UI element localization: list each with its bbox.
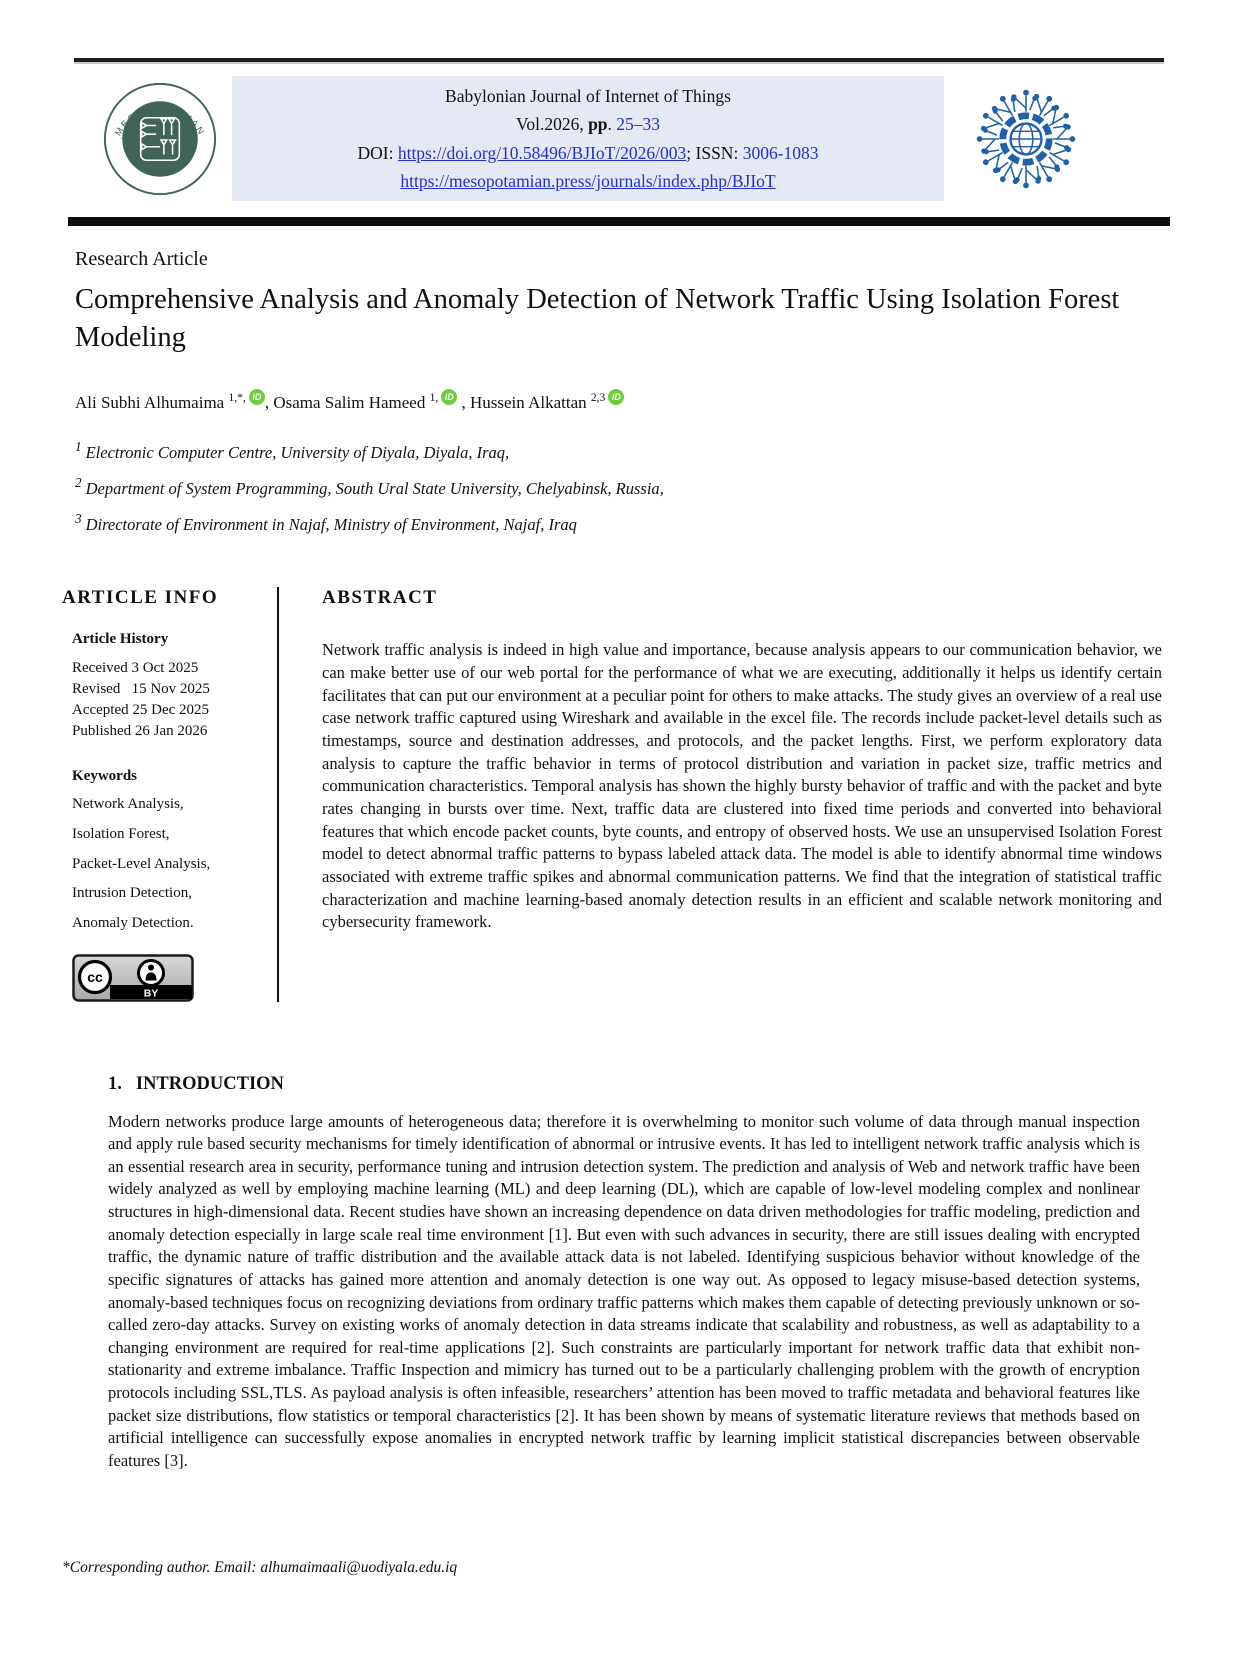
author-affil-sup: 1,: [429, 391, 439, 405]
cc-icon: cc: [87, 968, 103, 985]
orcid-icon[interactable]: iD: [608, 389, 624, 405]
header-divider-bar: [68, 217, 1170, 226]
journal-name: Babylonian Journal of Internet of Things: [445, 86, 731, 106]
history-accepted: Accepted 25 Dec 2025: [72, 702, 210, 719]
author-separator: ,: [457, 393, 470, 413]
author-affil-sup: 1,*,: [228, 391, 246, 405]
affiliations: [75, 439, 1170, 535]
history-published: Published 26 Jan 2026: [72, 723, 208, 740]
article-history: [72, 658, 267, 742]
affiliation-text: Department of System Programming, South Ural State University, Chelyabinsk, Russia,: [85, 479, 664, 499]
journal-header: [102, 76, 1170, 201]
doi-link[interactable]: https://doi.org/10.58496/BJIoT/2026/003: [397, 142, 687, 163]
article-info-heading: ARTICLE INFO: [62, 587, 219, 609]
page-range: 25–33: [616, 114, 661, 135]
author-separator: ,: [264, 393, 274, 413]
circuit-globe-logo: [968, 81, 1084, 197]
pp-dot: .: [607, 114, 617, 135]
article-type-label: Research Article: [75, 248, 208, 271]
corresponding-author-footnote: *Corresponding author. Email: alhumaimaali@uodiyala.edu.iq: [62, 1559, 458, 1576]
history-received: Received 3 Oct 2025: [72, 660, 199, 677]
info-abstract-block: [62, 587, 1170, 1001]
keywords-heading: Keywords: [72, 768, 137, 785]
keyword: Network Analysis,: [72, 796, 184, 813]
press-logo-bottom-text: ACADEMIC PRESS: [119, 133, 201, 167]
author-2: [273, 393, 470, 412]
abstract-column: [322, 587, 1170, 1001]
introduction-section: [108, 1074, 1140, 1473]
author-name: Hussein Alkattan: [470, 393, 591, 413]
paper-title: Comprehensive Analysis and Anomaly Detection of Network Traffic Using Isolation Forest Modeling: [75, 284, 1120, 354]
volume-line: [242, 110, 934, 138]
issn-number: 3006-1083: [742, 142, 819, 163]
introduction-heading: [108, 1074, 1140, 1095]
section-title: INTRODUCTION: [135, 1073, 284, 1094]
article-info-column: [62, 587, 267, 1001]
section-number: 1.: [108, 1073, 122, 1094]
affiliation-sup: 3: [75, 511, 82, 527]
keyword: Packet-Level Analysis,: [72, 855, 211, 872]
author-name: Osama Salim Hameed: [273, 393, 430, 413]
orcid-icon[interactable]: iD: [441, 389, 457, 405]
journal-header-box: [232, 76, 944, 201]
doi-label: DOI:: [357, 142, 398, 163]
keywords-list: [62, 794, 267, 933]
person-icon: [148, 964, 154, 970]
keyword: Intrusion Detection,: [72, 885, 192, 902]
affiliation-1: [75, 439, 1170, 463]
mesopotamian-press-logo: [102, 81, 218, 197]
author-affil-sup: 2,3: [590, 391, 606, 405]
affiliation-text: Electronic Computer Centre, University of Diyala, Diyala, Iraq,: [85, 443, 510, 463]
press-logo-top-text: MESOPOTAMIAN: [112, 102, 208, 138]
doi-line: [242, 139, 934, 167]
top-horizontal-rule: [74, 58, 1164, 62]
cc-by-license-badge[interactable]: [72, 954, 194, 1002]
article-history-heading: Article History: [72, 631, 169, 648]
history-revised: Revised 15 Nov 2025: [72, 681, 210, 698]
abstract-text: Network traffic analysis is indeed in high value and importance, because analysis appears to our communication behavior, we can make better use of our web portal for the performance of what we are executing, additionally it helps us identify certain facilitates that can put our environment at a peculiar point for others to make attacks. The study gives an overview of a real use case network traffic captured using Wireshark and available in the excel file. The records include packet-level details such as timestamps, source and destination addresses, and protocols, and the packet lengths. First, we perform exploratory data analysis to capture the traffic behavior in terms of protocol distribution and variation in packet size, traffic metrics and communication characteristics. Temporal analysis has shown the highly bursty behavior of traffic and with the packet and byte rates changing in bursts over time. Next, traffic data are clustered into fixed time periods and converted into behavioral features that which encode packet counts, byte counts, and entropy of observed hosts. We use an unsupervised Isolation Forest model to detect abnormal traffic patterns to bypass labeled attack data. The model is able to identify abnormal time windows associated with extreme traffic spikes and abnormal communication patterns. We find that the integration of statistical traffic characterization and machine learning-based anomaly detection results in an efficient and scalable network monitoring and cybersecurity framework.: [322, 640, 1162, 932]
pp-label: pp: [588, 114, 608, 135]
affiliation-3: [75, 511, 1170, 535]
abstract-heading: ABSTRACT: [322, 587, 438, 609]
by-label: BY: [143, 987, 159, 1000]
orcid-icon[interactable]: iD: [249, 389, 265, 405]
author-1: [75, 393, 273, 412]
affiliation-text: Directorate of Environment in Najaf, Ministry of Environment, Najaf, Iraq: [85, 515, 577, 535]
volume-text: Vol.2026,: [515, 114, 589, 135]
author-line: [75, 389, 1170, 413]
affiliation-sup: 2: [75, 475, 82, 491]
introduction-text: Modern networks produce large amounts of heterogeneous data; therefore it is overwhelming to monitor such volume of data through manual inspection and apply rule based security mechanisms for timely identification of abnormal or intrusive events. It has led to intelligent network traffic analysis which is an essential research area in security, performance tuning and intrusion detection system. The prediction and analysis of Web and network traffic have been widely analyzed as well by employing machine learning (ML) and deep learning (DL), which are capable of low-level modeling complex and nonlinear structures in high-dimensional data. Recent studies have shown an increasing dependence on data driven methodologies for traffic modeling, prediction and anomaly detection especially in large scale real time environment [1]. But even with such advances in security, there are still issues dealing with encrypted traffic, the dynamic nature of traffic distribution and the available attack data is not labeled. Identifying suspicious behavior without knowledge of the specific signatures of attacks has gained more attention and anomaly detection is one way out. As opposed to legacy misuse-based detection systems, anomaly-based techniques focus on recognizing deviations from ordinary traffic patterns which makes them capable of detecting previously unknown or so-called zero-day attacks. Survey on existing works of anomaly detection in data streams indicate that scalability and robustness, as well as adaptability to a changing environment are required for real-time applications [2]. Such constraints are particularly important for network traffic data that exhibit non-stationarity and extreme imbalance. Traffic Inspection and mimicry has turned out to be a particularly challenging problem with the growth of encryption protocols including SSL,TLS. As payload analysis is often infeasible, researchers’ attention has been moved to traffic metadata and behavioral features like packet size distributions, flow statistics or temporal characteristics [2]. It has been shown by means of systematic literature reviews that methods based on artificial intelligence can successfully expose anomalies in encrypted network traffic by learning implicit statistical discrepancies between observable features [3].: [108, 1111, 1141, 1470]
journal-url-link[interactable]: https://mesopotamian.press/journals/index.php/BJIoT: [400, 171, 776, 192]
keyword: Isolation Forest,: [72, 825, 170, 842]
keyword: Anomaly Detection.: [72, 914, 194, 931]
author-3: [470, 393, 624, 412]
issn-label: ; ISSN:: [686, 142, 743, 163]
author-name: Ali Subhi Alhumaima: [75, 393, 229, 413]
affiliation-2: [75, 475, 1170, 499]
journal-url-line: [242, 167, 934, 195]
column-divider: [277, 587, 279, 1001]
affiliation-sup: 1: [75, 439, 82, 455]
